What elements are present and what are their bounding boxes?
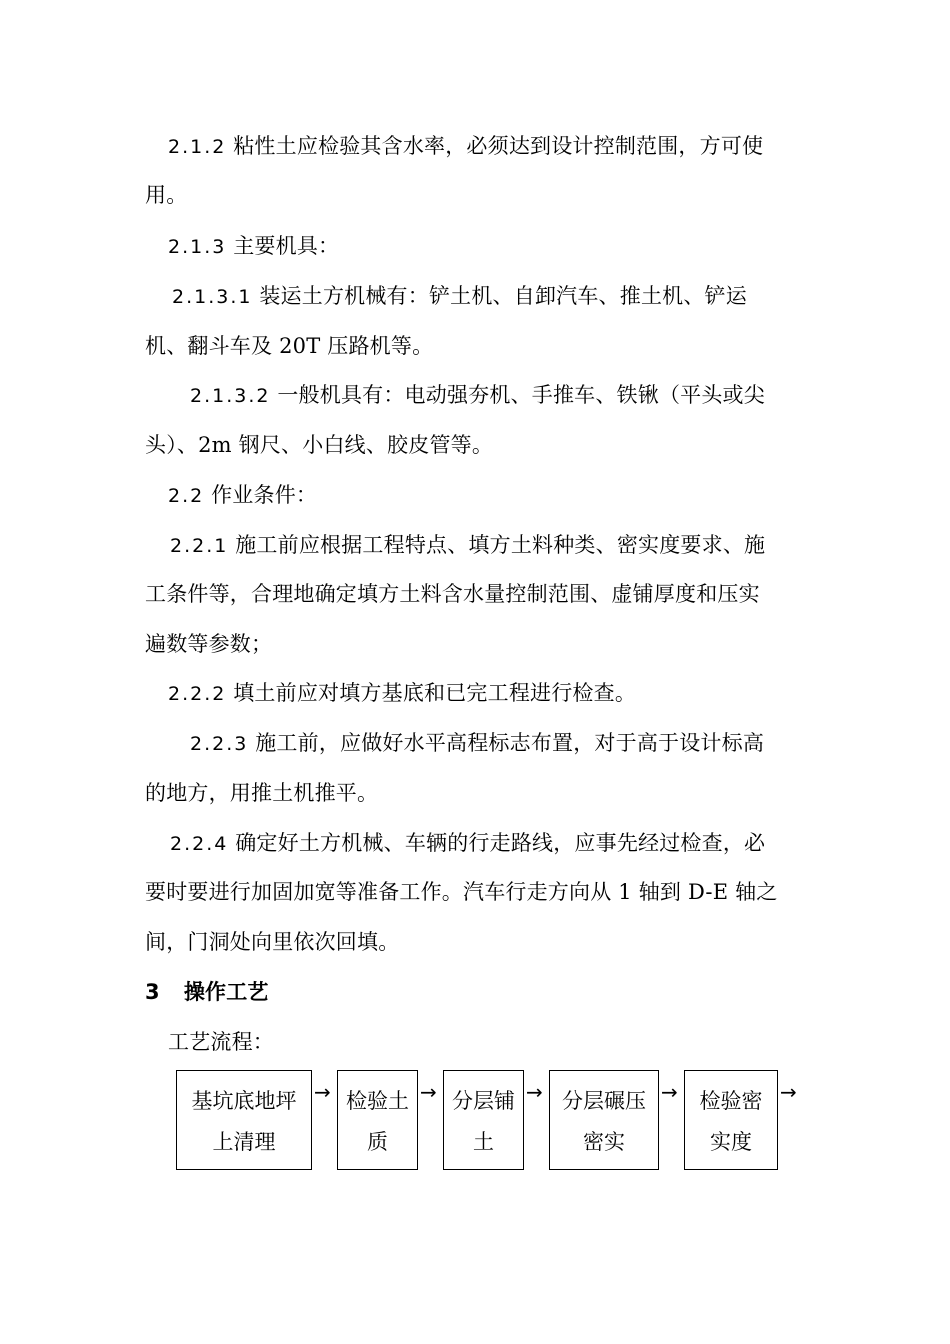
clause-number: 2.2 xyxy=(168,485,205,507)
clause-text: 主要机具： xyxy=(226,234,340,258)
flow-step-line-1: 检验密 xyxy=(699,1088,763,1113)
flow-step-line-1: 分层铺 xyxy=(452,1088,515,1113)
flow-arrow-icon: → xyxy=(420,1080,437,1104)
paragraph-2-2-1-line-3 xyxy=(145,630,272,658)
flow-arrow-icon: → xyxy=(661,1080,678,1104)
section-number: 3 xyxy=(145,980,160,1004)
clause-text: 装运土方机械有：铲土机、自卸汽车、推土机、铲运 xyxy=(252,284,747,308)
flow-label: 工艺流程： xyxy=(168,1030,274,1054)
paragraph-2-1-3-1-line-1 xyxy=(172,282,747,311)
flow-arrow-icon: → xyxy=(780,1080,797,1104)
paragraph-2-1-3 xyxy=(168,232,339,261)
paragraph-2-1-3-2-line-1 xyxy=(190,381,765,410)
clause-text: 要时要进行加固加宽等准备工作。汽车行走方向从 1 轴到 D-E 轴之 xyxy=(145,880,778,904)
paragraph-2-2-4-line-1 xyxy=(170,829,765,858)
paragraph-2-1-2-line-1 xyxy=(168,132,763,161)
clause-number: 2.1.3.2 xyxy=(190,385,271,407)
clause-number: 2.2.3 xyxy=(190,733,249,755)
clause-number: 2.1.2 xyxy=(168,136,227,158)
flow-step-2 xyxy=(337,1070,418,1170)
paragraph-2-1-2-line-2 xyxy=(145,181,187,209)
flow-step-5 xyxy=(684,1070,778,1170)
clause-text: 确定好土方机械、车辆的行走路线，应事先经过检查，必 xyxy=(228,831,766,855)
paragraph-2-2 xyxy=(168,481,317,510)
clause-text: 粘性土应检验其含水率，必须达到设计控制范围，方可使 xyxy=(226,134,764,158)
clause-text: 填土前应对填方基底和已完工程进行检查。 xyxy=(226,681,637,705)
clause-number: 2.2.2 xyxy=(168,683,227,705)
flow-step-4 xyxy=(549,1070,659,1170)
paragraph-2-2-4-line-3 xyxy=(145,928,399,956)
paragraph-2-1-3-1-line-2 xyxy=(145,332,433,360)
section-heading xyxy=(145,978,269,1006)
clause-number: 2.2.4 xyxy=(170,833,229,855)
paragraph-2-1-3-2-line-2 xyxy=(145,431,493,459)
flow-step-line-2: 上清理 xyxy=(212,1129,276,1154)
paragraph-2-2-1-line-1 xyxy=(170,531,765,560)
clause-number: 2.2.1 xyxy=(170,535,229,557)
paragraph-2-2-3-line-2 xyxy=(145,779,378,807)
flow-arrow-icon: → xyxy=(526,1080,543,1104)
clause-text: 作业条件： xyxy=(204,483,318,507)
clause-number: 2.1.3.1 xyxy=(172,286,253,308)
clause-text: 用。 xyxy=(145,183,188,207)
flow-step-line-2: 质 xyxy=(367,1129,388,1154)
flow-step-line-1: 基坑底地坪 xyxy=(191,1088,297,1113)
clause-text: 机、翻斗车及 20T 压路机等。 xyxy=(145,334,434,358)
clause-text: 工条件等，合理地确定填方土料含水量控制范围、虚铺厚度和压实 xyxy=(145,582,760,606)
clause-number: 2.1.3 xyxy=(168,236,227,258)
flow-step-line-2: 土 xyxy=(473,1129,494,1154)
paragraph-2-2-3-line-1 xyxy=(190,729,764,758)
flow-step-line-2: 密实 xyxy=(583,1129,625,1154)
clause-text: 间，门洞处向里依次回填。 xyxy=(145,930,400,954)
clause-text: 的地方，用推土机推平。 xyxy=(145,781,379,805)
flow-arrow-icon: → xyxy=(314,1080,331,1104)
clause-text: 施工前，应做好水平高程标志布置，对于高于设计标高 xyxy=(248,731,765,755)
paragraph-2-2-4-line-2 xyxy=(145,878,778,906)
flow-step-1 xyxy=(176,1070,312,1170)
clause-text: 一般机具有：电动强夯机、手推车、铁锹（平头或尖 xyxy=(270,383,765,407)
flow-step-line-2: 实度 xyxy=(710,1129,752,1154)
flow-step-3 xyxy=(443,1070,524,1170)
clause-text: 施工前应根据工程特点、填方土料种类、密实度要求、施 xyxy=(228,533,766,557)
clause-text: 遍数等参数； xyxy=(145,632,273,656)
section-title: 操作工艺 xyxy=(183,980,269,1004)
flow-step-line-1: 检验土 xyxy=(346,1088,409,1113)
clause-text: 头）、2m 钢尺、小白线、胶皮管等。 xyxy=(145,433,494,457)
paragraph-2-2-2 xyxy=(168,679,636,708)
flow-step-line-1: 分层碾压 xyxy=(562,1088,646,1113)
paragraph-2-2-1-line-2 xyxy=(145,580,760,608)
